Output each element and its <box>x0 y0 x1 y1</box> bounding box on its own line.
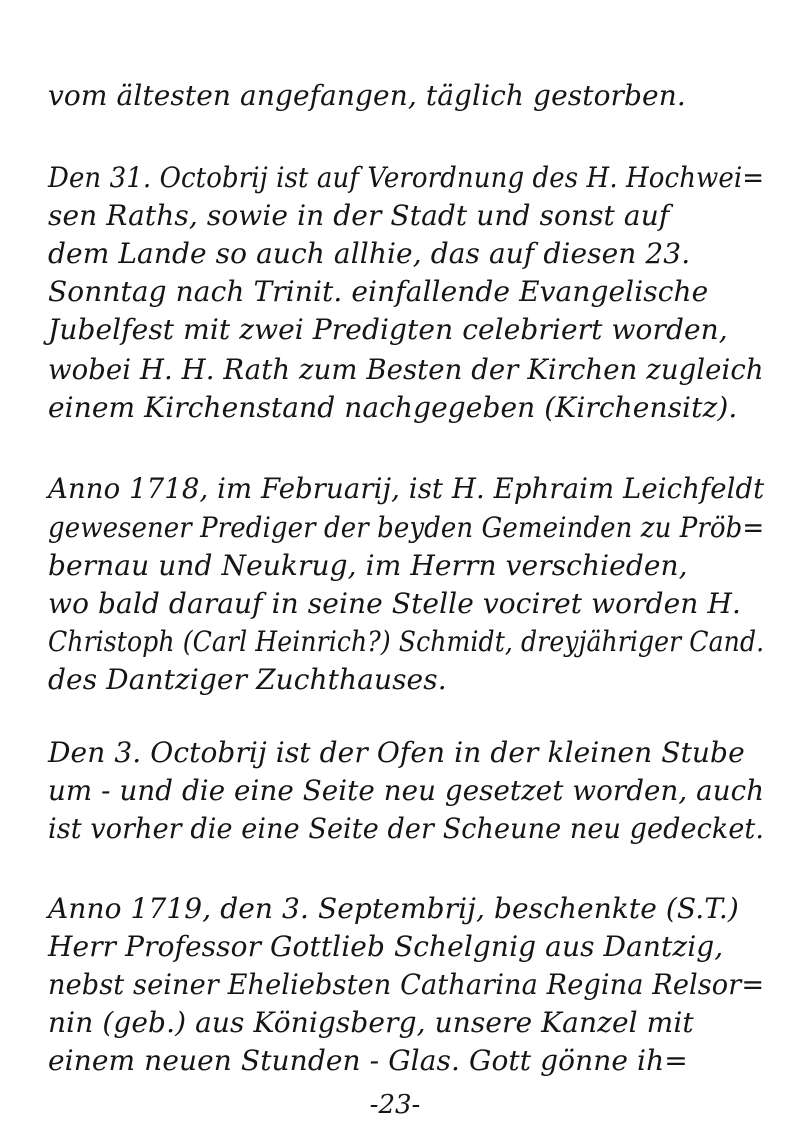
text-line: Herr Professor Gottlieb Schelgnig aus Dantzig, <box>48 930 724 963</box>
text-line: wo bald darauf in seine Stelle vociret worden H. <box>48 587 741 620</box>
page-number: -23- <box>369 1090 421 1120</box>
text-line: Den 3. Octobrij ist der Ofen in der kleinen Stube <box>48 736 745 769</box>
text-line: nin (geb.) aus Königsberg, unsere Kanzel mit <box>48 1006 694 1039</box>
text-line: des Dantziger Zuchthauses. <box>48 663 447 696</box>
text-line: Sonntag nach Trinit. einfallende Evangelische <box>48 275 709 308</box>
text-line: Jubelfest mit zwei Predigten celebriert worden, <box>48 313 728 346</box>
text-line: um - und die eine Seite neu gesetzet worden, auch <box>48 774 765 807</box>
text-line: nebst seiner Eheliebsten Catharina Regina Relsor= <box>48 968 765 1001</box>
text-line: Den 31. Octobrij ist auf Verordnung des H. Hochwei= <box>48 161 765 194</box>
text-line: dem Lande so auch allhie, das auf diesen 23. <box>48 237 691 270</box>
text-line: bernau und Neukrug, im Herrn verschieden, <box>48 549 688 582</box>
text-line: einem neuen Stunden - Glas. Gott gönne ih= <box>48 1044 688 1077</box>
text-line: wobei H. H. Rath zum Besten der Kirchen zugleich <box>48 353 764 386</box>
text-line: gewesener Prediger der beyden Gemeinden zu Pröb= <box>48 511 765 544</box>
text-line: einem Kirchenstand nachgegeben (Kirchensitz). <box>48 391 738 424</box>
text-line: vom ältesten angefangen, täglich gestorben. <box>48 79 686 112</box>
text-line: Anno 1719, den 3. Septembrij, beschenkte (S.T.) <box>48 892 739 925</box>
text-line: Anno 1718, im Februarij, ist H. Ephraim Leichfeldt <box>48 472 765 505</box>
text-line: sen Raths, sowie in der Stadt und sonst auf <box>48 199 670 232</box>
text-line: Christoph (Carl Heinrich?) Schmidt, dreyjähriger Cand. <box>48 625 765 658</box>
text-line: ist vorher die eine Seite der Scheune neu gedecket. <box>48 812 765 845</box>
